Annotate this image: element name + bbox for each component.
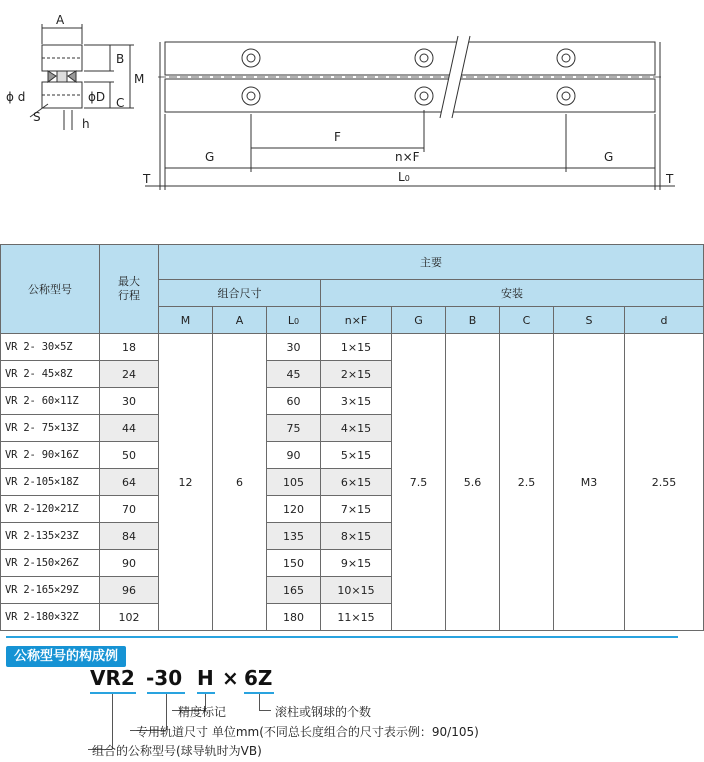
cross-section-view [30, 24, 134, 130]
underline-accuracy [197, 692, 215, 694]
cell-nf: 10×15 [321, 577, 392, 604]
dim-label-l0 [398, 170, 410, 184]
cell-nf: 6×15 [321, 469, 392, 496]
cell-model: VR 2-120×21Z [1, 496, 100, 523]
cell-l0: 45 [267, 361, 321, 388]
note-accuracy: 精度标记 [178, 705, 227, 719]
header-m: M [159, 307, 213, 334]
header-l: L [287, 313, 295, 327]
code-part-length: -30 [146, 666, 183, 690]
cell-model: VR 2- 60×11Z [1, 388, 100, 415]
cell-b: 5.6 [446, 334, 500, 631]
header-a: A [213, 307, 267, 334]
note-rail-size: 专用轨道尺寸 单位mm(不同总长度组合的尺寸表示例：90/105) [136, 725, 479, 739]
cell-model: VR 2-180×32Z [1, 604, 100, 631]
cell-travel: 102 [100, 604, 159, 631]
dim-label-c: C [116, 96, 125, 110]
cell-l0: 60 [267, 388, 321, 415]
dim-label-s: S [33, 110, 41, 124]
technical-drawing [0, 0, 704, 240]
header-max-travel: 最大 行程 [100, 245, 159, 334]
dim-label-f: F [334, 130, 341, 144]
code-part-accuracy: H [197, 666, 214, 690]
section-divider [6, 636, 678, 638]
cell-a: 6 [213, 334, 267, 631]
dim-label-bore-d: ϕD [88, 90, 106, 104]
cell-l0: 105 [267, 469, 321, 496]
cell-travel: 18 [100, 334, 159, 361]
dim-label-g-left: G [205, 150, 215, 164]
cell-nf: 8×15 [321, 523, 392, 550]
header-d: d [625, 307, 704, 334]
cell-nf: 4×15 [321, 415, 392, 442]
cell-nf: 1×15 [321, 334, 392, 361]
cell-nf: 2×15 [321, 361, 392, 388]
cell-s: M3 [554, 334, 625, 631]
leader-count [259, 694, 260, 710]
dim-label-a: A [56, 13, 65, 27]
cell-model: VR 2-150×26Z [1, 550, 100, 577]
dim-label-t-right: T [666, 172, 674, 186]
cell-l0: 180 [267, 604, 321, 631]
header-nf: n×F [321, 307, 392, 334]
header-b: B [446, 307, 500, 334]
cell-nf: 3×15 [321, 388, 392, 415]
cell-g: 7.5 [392, 334, 446, 631]
rail-elevation-view [145, 36, 675, 190]
cell-l0: 135 [267, 523, 321, 550]
cell-model: VR 2-165×29Z [1, 577, 100, 604]
cell-nf: 5×15 [321, 442, 392, 469]
cell-l0: 75 [267, 415, 321, 442]
dim-label-h: h [82, 117, 90, 131]
header-combo-size: 组合尺寸 [159, 280, 321, 307]
dim-label-d: ϕ d [6, 90, 26, 104]
cell-m: 12 [159, 334, 213, 631]
header-s: S [554, 307, 625, 334]
cell-c: 2.5 [500, 334, 554, 631]
header-c: C [500, 307, 554, 334]
note-rollers: 滚柱或钢球的个数 [275, 705, 372, 719]
cell-travel: 44 [100, 415, 159, 442]
leader-series [112, 694, 113, 749]
dim-label-m: M [134, 72, 145, 86]
leader-h-count [259, 710, 271, 711]
cell-travel: 70 [100, 496, 159, 523]
cell-l0: 90 [267, 442, 321, 469]
cell-model: VR 2- 75×13Z [1, 415, 100, 442]
code-part-count: 6Z [244, 666, 273, 690]
underline-series [90, 692, 136, 694]
header-g: G [392, 307, 446, 334]
cell-nf: 11×15 [321, 604, 392, 631]
note-combo-model: 组合的公称型号(球导轨时为VB) [92, 744, 262, 758]
cell-model: VR 2- 30×5Z [1, 334, 100, 361]
cell-travel: 30 [100, 388, 159, 415]
section-title: 公称型号的构成例 [6, 646, 126, 667]
cell-model: VR 2- 90×16Z [1, 442, 100, 469]
header-l0 [267, 307, 321, 334]
cell-travel: 50 [100, 442, 159, 469]
code-part-times: × [222, 666, 239, 690]
cell-l0: 30 [267, 334, 321, 361]
cell-model: VR 2-135×23Z [1, 523, 100, 550]
cell-travel: 96 [100, 577, 159, 604]
cell-travel: 24 [100, 361, 159, 388]
dim-label-b: B [116, 52, 125, 66]
cell-l0: 150 [267, 550, 321, 577]
cell-model: VR 2- 45×8Z [1, 361, 100, 388]
spec-table [0, 244, 704, 631]
dim-label-l: L [398, 170, 405, 184]
dim-label-nf: n×F [395, 150, 420, 164]
cell-nf: 7×15 [321, 496, 392, 523]
header-l-sub: 0 [294, 316, 300, 326]
cell-model: VR 2-105×18Z [1, 469, 100, 496]
header-main: 主要 [159, 245, 704, 280]
cell-nf: 9×15 [321, 550, 392, 577]
header-model: 公称型号 [1, 245, 100, 334]
cell-d: 2.55 [625, 334, 704, 631]
table-row [1, 334, 704, 361]
cell-travel: 64 [100, 469, 159, 496]
header-install: 安装 [321, 280, 704, 307]
cell-travel: 84 [100, 523, 159, 550]
dim-label-l-sub: 0 [404, 174, 410, 183]
dim-label-t-left: T [143, 172, 151, 186]
cell-l0: 120 [267, 496, 321, 523]
cell-l0: 165 [267, 577, 321, 604]
cell-travel: 90 [100, 550, 159, 577]
dim-label-g-right: G [604, 150, 614, 164]
code-part-series: VR2 [90, 666, 135, 690]
